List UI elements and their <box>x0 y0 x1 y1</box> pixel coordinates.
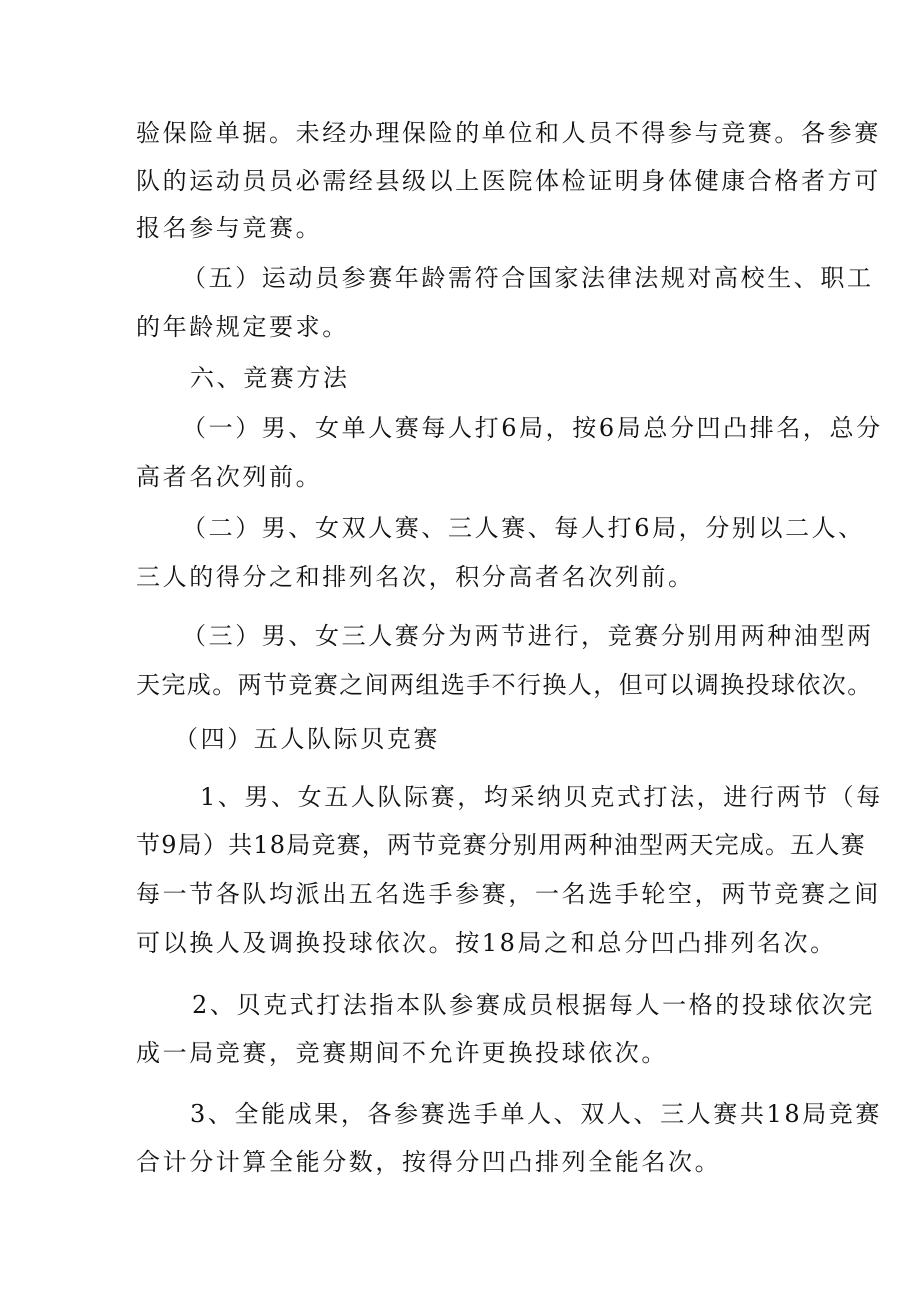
text-line: 天完成。两节竞赛之间两组选手不行换人，但可以调换投球依次。 <box>136 671 873 699</box>
text-line: （五）运动员参赛年龄需符合国家法律法规对高校生、职工 <box>182 264 874 292</box>
text-line: 成一局竞赛，竞赛期间不允许更换投球依次。 <box>136 1039 668 1067</box>
text-line: （三）男、女三人赛分为两节进行，竞赛分别用两种油型两 <box>182 622 874 650</box>
text-line: （一）男、女单人赛每人打6局，按6局总分凹凸排名，总分 <box>182 414 883 442</box>
section-heading: 六、竞赛方法 <box>190 364 350 392</box>
text-line: 2、贝克式打法指本队参赛成员根据每人一格的投球依次完 <box>192 991 875 1019</box>
text-line: 报名参与竞赛。 <box>136 214 323 242</box>
sub-heading: （四）五人队际贝克赛 <box>174 725 440 753</box>
text-line: 节9局）共18局竞赛，两节竞赛分别用两种油型两天完成。五人赛 <box>136 831 866 859</box>
text-line: 的年龄规定要求。 <box>136 313 349 341</box>
text-line: 可以换人及调换投球依次。按18局之和总分凹凸排列名次。 <box>136 929 837 957</box>
text-line: 每一节各队均派出五名选手参赛，一名选手轮空，两节竞赛之间 <box>136 880 881 908</box>
text-line: 合计分计算全能分数，按得分凹凸排列全能名次。 <box>136 1148 722 1176</box>
text-line: 高者名次列前。 <box>136 463 323 491</box>
text-line: 1、男、女五人队际赛，均采纳贝克式打法，进行两节（每 <box>200 783 883 811</box>
text-line: 三人的得分之和排列名次，积分高者名次列前。 <box>136 563 695 591</box>
text-line: 验保险单据。未经办理保险的单位和人员不得参与竞赛。各参赛 <box>136 119 881 147</box>
text-line: （二）男、女双人赛、三人赛、每人打6局，分别以二人、 <box>182 514 865 542</box>
text-line: 3、全能成果，各参赛选手单人、双人、三人赛共18局竞赛 <box>190 1100 883 1128</box>
text-line: 队的运动员员必需经县级以上医院体检证明身体健康合格者方可 <box>136 167 881 195</box>
